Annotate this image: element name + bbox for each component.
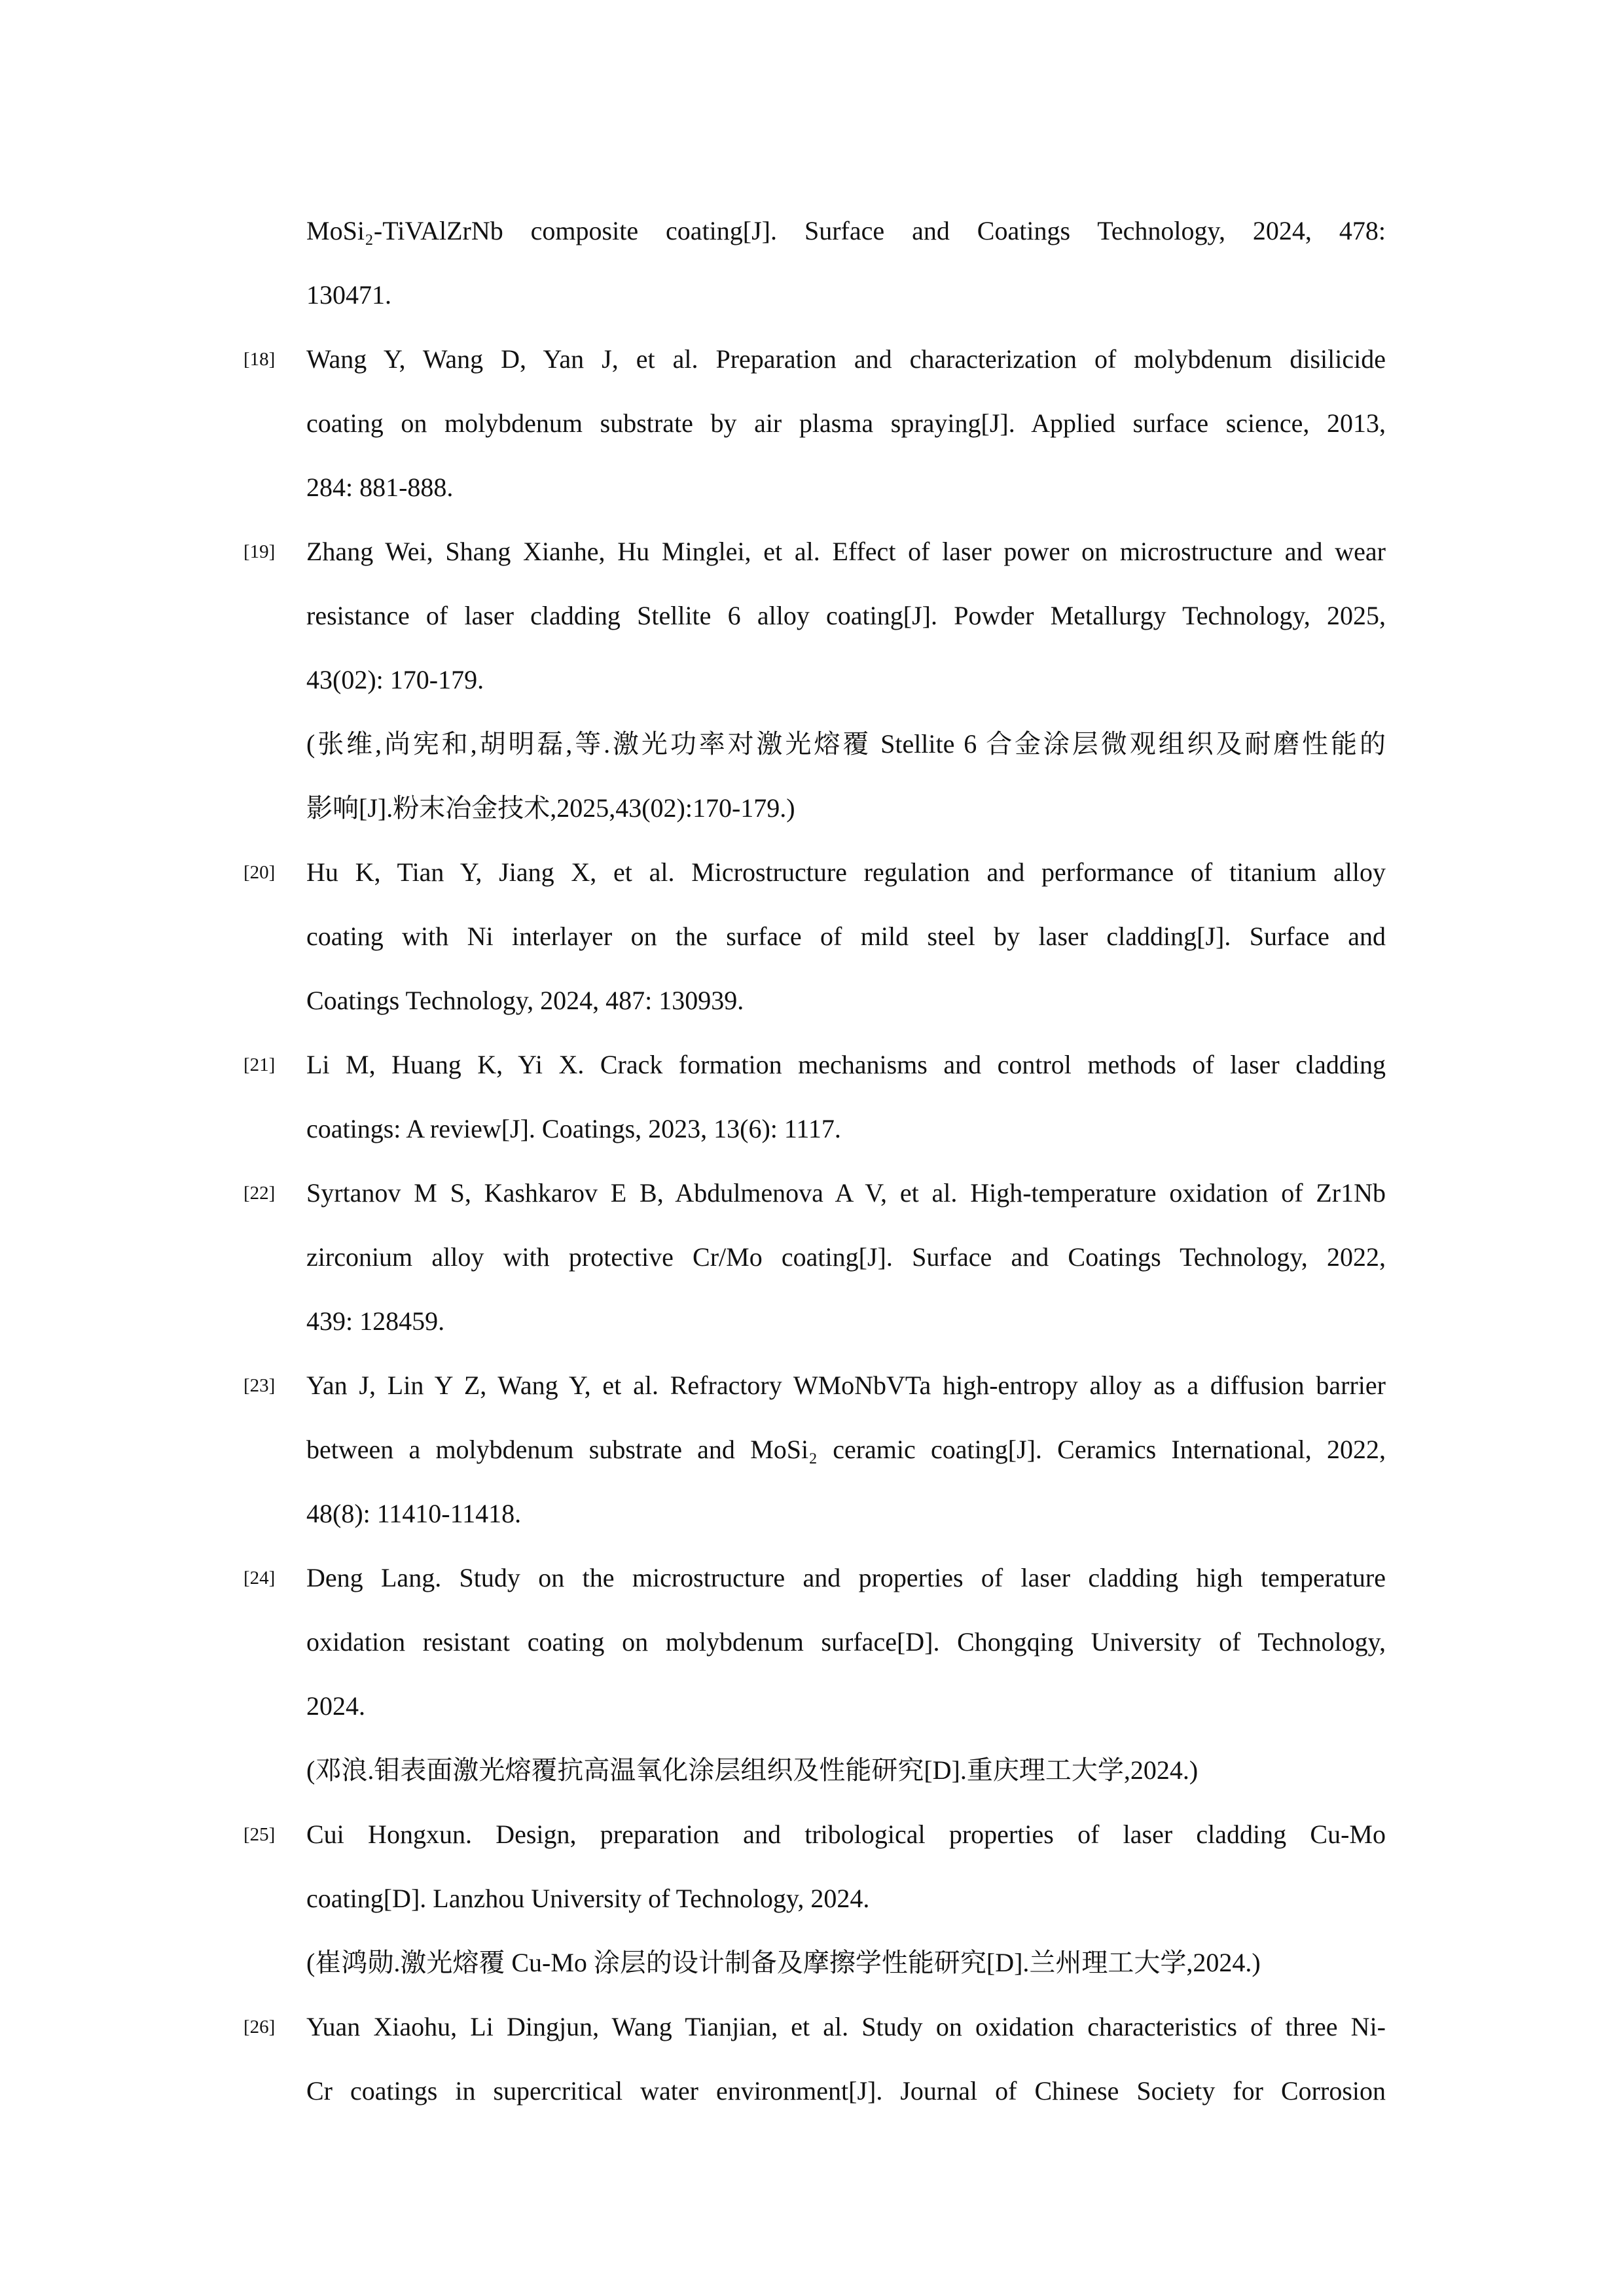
reference-text-line: 2024. — [306, 1691, 365, 1721]
reference-entry — [0, 1354, 1624, 1546]
reference-number: [24] — [244, 1568, 276, 1588]
reference-text-line: Yuan Xiaohu, Li Dingjun, Wang Tianjian, et al. Study on oxidation characteristics of three Ni- — [306, 2012, 1386, 2041]
reference-number: [19] — [244, 541, 276, 562]
reference-number: [23] — [244, 1375, 276, 1396]
reference-text-line: 影响[J].粉末冶金技术,2025,43(02):170-179.) — [306, 793, 795, 823]
reference-text-line: coating on molybdenum substrate by air plasma spraying[J]. Applied surface science, 2013, — [306, 408, 1386, 438]
reference-text-line: 130471. — [306, 280, 391, 310]
reference-number: [26] — [244, 2017, 276, 2037]
reference-text-line: coating with Ni interlayer on the surface of mild steel by laser cladding[J]. Surface and — [306, 922, 1386, 951]
reference-text-line: between a molybdenum substrate and MoSi₂ ceramic coating[J]. Ceramics International, 2022, — [306, 1435, 1386, 1464]
reference-text-line: Zhang Wei, Shang Xianhe, Hu Minglei, et al. Effect of laser power on microstructure and wear — [306, 537, 1386, 566]
reference-text-line: 43(02): 170-179. — [306, 665, 484, 694]
reference-number: [18] — [244, 349, 276, 370]
reference-text-line: Coatings Technology, 2024, 487: 130939. — [306, 986, 744, 1015]
reference-list — [0, 199, 1624, 2123]
reference-text-line: coatings: A review[J]. Coatings, 2023, 13(6): 1117. — [306, 1114, 841, 1143]
reference-text-line: 439: 128459. — [306, 1306, 445, 1336]
reference-text-line: zirconium alloy with protective Cr/Mo coating[J]. Surface and Coatings Technology, 2022, — [306, 1242, 1386, 1272]
reference-number: [25] — [244, 1824, 276, 1845]
reference-text-line: MoSi₂-TiVAlZrNb composite coating[J]. Surface and Coatings Technology, 2024, 478: — [306, 216, 1386, 245]
reference-number: [22] — [244, 1183, 276, 1204]
reference-text-line: 284: 881-888. — [306, 473, 454, 502]
reference-text-line: (邓浪.钼表面激光熔覆抗高温氧化涂层组织及性能研究[D].重庆理工大学,2024.) — [306, 1755, 1199, 1785]
reference-text-line: (崔鸿勋.激光熔覆 Cu-Mo 涂层的设计制备及摩擦学性能研究[D].兰州理工大学,2024.) — [306, 1948, 1261, 1977]
reference-entry — [0, 1546, 1624, 1803]
reference-text-line: oxidation resistant coating on molybdenum surface[D]. Chongqing University of Technology, — [306, 1627, 1386, 1657]
reference-text-line: Li M, Huang K, Yi X. Crack formation mechanisms and control methods of laser cladding — [306, 1050, 1386, 1079]
reference-entry — [0, 1161, 1624, 1354]
reference-entry — [0, 1995, 1624, 2123]
reference-text-line: Deng Lang. Study on the microstructure and properties of laser cladding high temperature — [306, 1563, 1386, 1592]
reference-entry — [0, 199, 1624, 327]
reference-text-line: (张维,尚宪和,胡明磊,等.激光功率对激光熔覆 Stellite 6 合金涂层微观组织及耐磨性能的 — [306, 729, 1386, 759]
reference-text-line: Wang Y, Wang D, Yan J, et al. Preparation and characterization of molybdenum disilicide — [306, 344, 1386, 374]
reference-number: [21] — [244, 1054, 276, 1075]
reference-text-line: resistance of laser cladding Stellite 6 alloy coating[J]. Powder Metallurgy Technology, 2025, — [306, 601, 1386, 630]
reference-entry — [0, 327, 1624, 520]
reference-text-line: Hu K, Tian Y, Jiang X, et al. Microstructure regulation and performance of titanium alloy — [306, 857, 1386, 887]
reference-entry — [0, 1803, 1624, 1995]
reference-text-line: coating[D]. Lanzhou University of Technology, 2024. — [306, 1884, 870, 1913]
reference-text-line: Cui Hongxun. Design, preparation and tribological properties of laser cladding Cu-Mo — [306, 1820, 1386, 1849]
reference-entry — [0, 840, 1624, 1033]
reference-text-line: Yan J, Lin Y Z, Wang Y, et al. Refractory WMoNbVTa high-entropy alloy as a diffusion barrier — [306, 1371, 1386, 1400]
reference-text-line: Syrtanov M S, Kashkarov E B, Abdulmenova A V, et al. High-temperature oxidation of Zr1Nb — [306, 1178, 1386, 1208]
reference-entry — [0, 1033, 1624, 1161]
reference-entry — [0, 520, 1624, 840]
reference-number: [20] — [244, 862, 276, 883]
reference-text-line: Cr coatings in supercritical water environment[J]. Journal of Chinese Society for Corrosion — [306, 2076, 1386, 2106]
reference-text-line: 48(8): 11410-11418. — [306, 1499, 522, 1528]
